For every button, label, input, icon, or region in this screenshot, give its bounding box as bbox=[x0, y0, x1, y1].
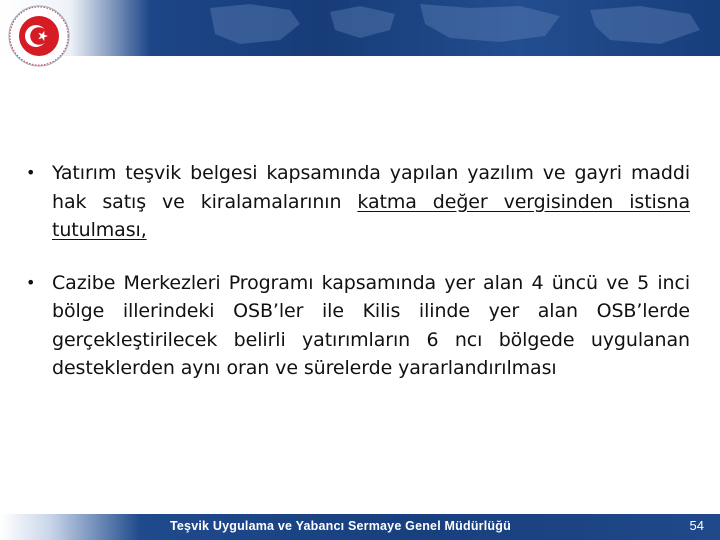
footer-title: Teşvik Uygulama ve Yabancı Sermaye Genel Müdürlüğü bbox=[170, 519, 511, 533]
footer-band bbox=[0, 514, 720, 540]
bullet-symbol: • bbox=[26, 163, 36, 182]
bullet-symbol: • bbox=[26, 272, 36, 292]
bullet-text-underlined: katma değer vergisinden istisna tutulması, bbox=[52, 190, 691, 241]
bullet-item-vat-exemption bbox=[26, 159, 690, 245]
bullet-list bbox=[26, 159, 690, 407]
page-number: 54 bbox=[689, 518, 704, 533]
bullet-text: Cazibe Merkezleri Programı kapsamında yer alan 4 üncü ve 5 inci bölge illerindeki OSB’ler ile Kilis ilinde yer alan OSB’lerde gerçekleştirilecek belirli yatırımların 6 ncı bölgede uygulanan desteklerden aynı oran ve sürelerde yararlandırılması bbox=[52, 271, 690, 379]
bullet-item-attraction-centers bbox=[26, 269, 690, 383]
bullet-text: Yatırım teşvik belgesi kapsamında yapılan yazılım ve gayri maddi hak satış ve kiralamalarının bbox=[52, 162, 690, 213]
